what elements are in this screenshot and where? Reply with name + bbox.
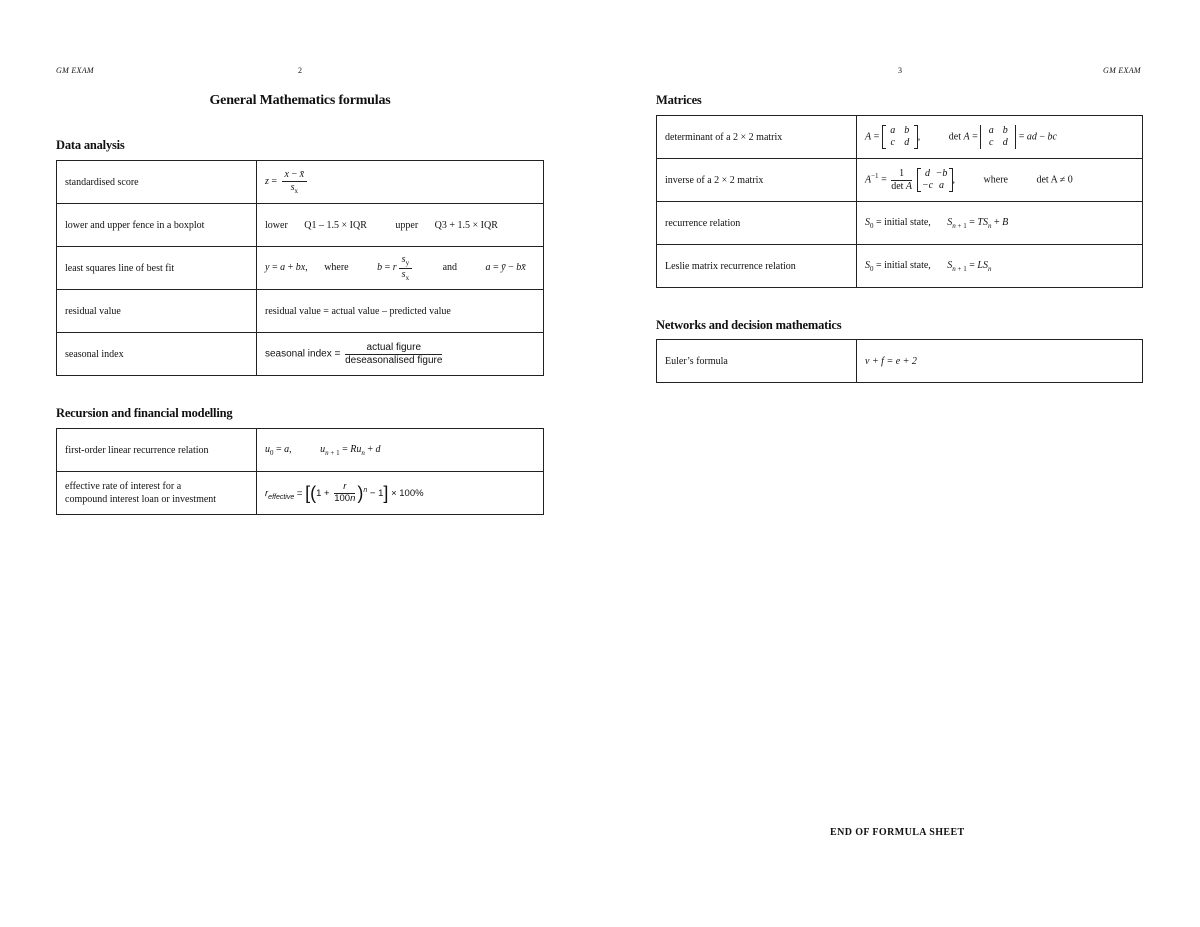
table-row	[657, 245, 1143, 288]
initial-state-text: = initial state,	[876, 259, 931, 271]
formula-label: recurrence relation	[657, 202, 857, 245]
page-number-right: 3	[898, 66, 902, 75]
end-of-formula-sheet: END OF FORMULA SHEET	[830, 827, 965, 838]
formula-label: least squares line of best fit	[57, 247, 257, 290]
page-number-left: 2	[298, 66, 302, 75]
upper-fence-formula: Q3 + 1.5 × IQR	[434, 219, 498, 231]
formula-label: inverse of a 2 × 2 matrix	[657, 159, 857, 202]
table-row	[57, 247, 544, 290]
determinant-formula: A = a b c d , det A = a b c d = ad − bc	[857, 116, 1143, 159]
residual-value-formula: residual value = actual value – predicted value	[257, 290, 544, 333]
formula-label: lower and upper fence in a boxplot	[57, 204, 257, 247]
section-heading-recursion: Recursion and financial modelling	[56, 406, 233, 420]
formula-label-line-1: effective rate of interest for a	[65, 480, 182, 492]
and-word: and	[442, 262, 458, 274]
table-row	[657, 202, 1143, 245]
effective-interest-formula: $r_{effective} = [(1$ + $\frac{r}{100n}$ )$^n$ − 1] × 100%	[257, 472, 544, 515]
recursion-table	[56, 428, 544, 515]
data-analysis-table	[56, 160, 544, 376]
seasonal-index-formula	[257, 333, 544, 376]
percent-factor: × 100%	[391, 487, 424, 499]
page-title: General Mathematics formulas	[209, 93, 391, 108]
matrices-table	[656, 115, 1143, 288]
standardised-score-formula: z = $\frac{x - x̄}{s_x}$	[257, 161, 544, 204]
formula-label: Leslie matrix recurrence relation	[657, 245, 857, 288]
initial-state-text: = initial state,	[876, 216, 931, 228]
table-row	[657, 159, 1143, 202]
lower-fence-formula: Q1 – 1.5 × IQR	[304, 219, 367, 231]
exam-header-right: GM EXAM	[1103, 66, 1141, 75]
formula-label: determinant of a 2 × 2 matrix	[657, 116, 857, 159]
inverse-condition: det A ≠ 0	[1036, 174, 1073, 186]
formula-label: standardised score	[57, 161, 257, 204]
table-row	[57, 204, 544, 247]
where-word: where	[983, 174, 1008, 186]
eulers-formula: v + f = e + 2	[857, 340, 1143, 383]
table-row	[57, 333, 544, 376]
lower-fence-word: lower	[265, 219, 288, 231]
exam-header-left: GM EXAM	[56, 66, 94, 75]
seasonal-index-numerator: actual figure	[345, 342, 442, 355]
table-row	[57, 161, 544, 204]
seasonal-index-lhs: seasonal index =	[265, 348, 341, 360]
table-row	[57, 290, 544, 333]
section-heading-data-analysis: Data analysis	[56, 138, 125, 152]
table-row	[57, 429, 544, 472]
upper-fence-word: upper	[395, 219, 419, 231]
boxplot-fence-formula	[257, 204, 544, 247]
where-word: where	[324, 262, 349, 274]
formula-label	[57, 472, 257, 515]
formula-label: residual value	[57, 290, 257, 333]
matrix-recurrence-formula: $S_0$ = initial state, $S_{n + 1} = TS_n + B$	[857, 202, 1143, 245]
table-row	[657, 340, 1143, 383]
section-heading-matrices: Matrices	[656, 93, 702, 107]
formula-label-line-2: compound interest loan or investment	[65, 494, 217, 505]
formula-label: first-order linear recurrence relation	[57, 429, 257, 472]
seasonal-index-denominator: deseasonalised figure	[345, 354, 443, 366]
table-row	[657, 116, 1143, 159]
table-row	[57, 472, 544, 515]
networks-table	[656, 339, 1143, 383]
leslie-recurrence-formula: $S_0$ = initial state, $S_{n + 1} = LS_n$	[857, 245, 1143, 288]
least-squares-formula: y = a + bx, where b = r $\frac{s_y}{s_x}$ and a = ȳ − bx̄	[257, 247, 544, 290]
section-heading-networks: Networks and decision mathematics	[656, 318, 842, 332]
inverse-matrix-formula: $A^{-1}$ = $\frac{1}{\text{det A}}$ d −b −c a , where det A ≠ 0	[857, 159, 1143, 202]
formula-label: Euler’s formula	[657, 340, 857, 383]
first-order-recurrence-formula: $u_0 = a$, $u_{n + 1} = Ru_n + d$	[257, 429, 544, 472]
formula-label: seasonal index	[57, 333, 257, 376]
